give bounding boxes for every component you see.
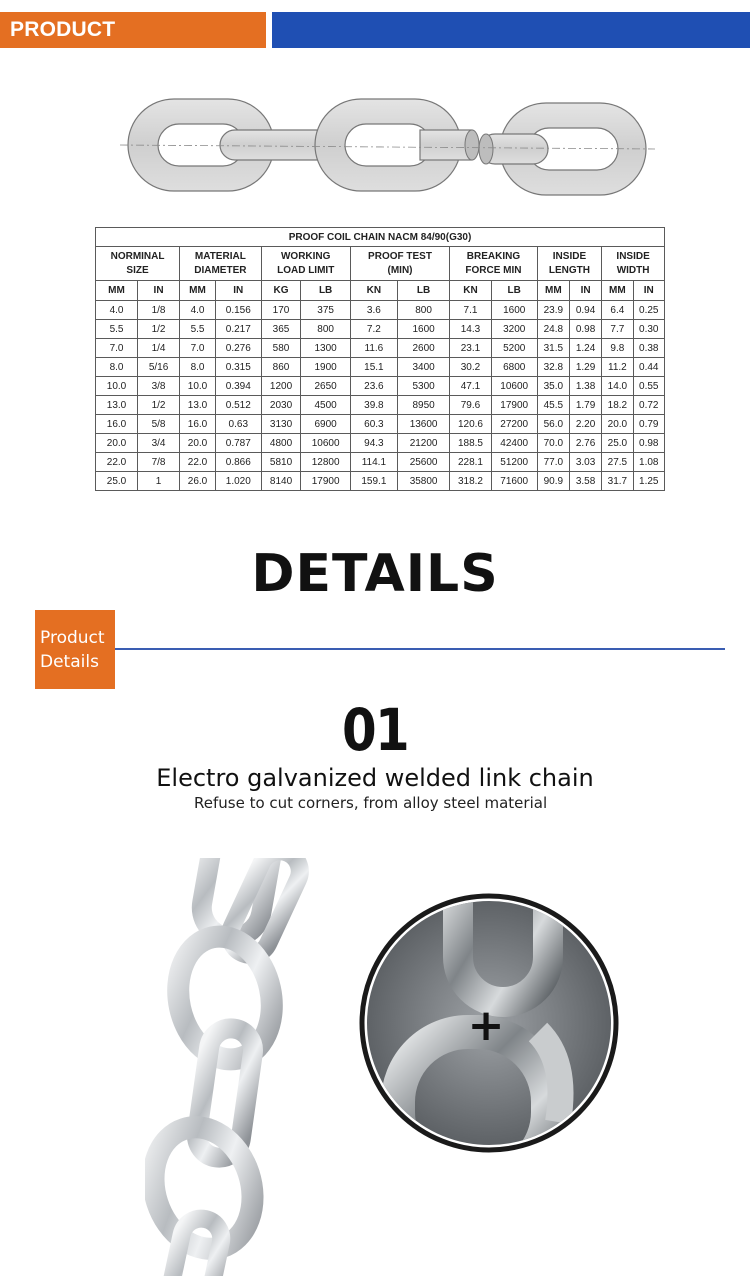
table-row: [96, 358, 665, 377]
table-unit-header: IN: [633, 281, 664, 301]
table-cell: 7.1: [450, 301, 492, 320]
table-cell: 8.0: [180, 358, 216, 377]
table-cell: 5300: [397, 377, 449, 396]
table-cell: 3.6: [350, 301, 397, 320]
table-group-header-line2: WIDTH: [616, 264, 650, 276]
table-unit-header: KN: [350, 281, 397, 301]
table-cell: 22.0: [96, 453, 138, 472]
table-title: PROOF COIL CHAIN NACM 84/90(G30): [96, 228, 665, 247]
table-cell: 25.0: [96, 472, 138, 491]
table-row: [96, 320, 665, 339]
table-cell: 0.217: [215, 320, 261, 339]
table-cell: 23.1: [450, 339, 492, 358]
table-group-header: [96, 247, 180, 281]
table-unit-header: KG: [261, 281, 301, 301]
table-cell: 4500: [301, 396, 350, 415]
table-cell: 5810: [261, 453, 301, 472]
table-cell: 21200: [397, 434, 449, 453]
table-cell: 20.0: [602, 415, 633, 434]
product-details-tag: [35, 610, 115, 689]
table-cell: 365: [261, 320, 301, 339]
table-cell: 27200: [491, 415, 537, 434]
table-cell: 14.0: [602, 377, 633, 396]
table-unit-header: LB: [491, 281, 537, 301]
table-cell: 1/4: [138, 339, 180, 358]
table-cell: 15.1: [350, 358, 397, 377]
table-group-header-line1: NORMINAL: [110, 250, 165, 262]
table-cell: 56.0: [537, 415, 569, 434]
spec-banner: [0, 12, 750, 77]
table-cell: 3/8: [138, 377, 180, 396]
table-cell: 120.6: [450, 415, 492, 434]
table-cell: 1600: [397, 320, 449, 339]
table-cell: 20.0: [180, 434, 216, 453]
table-cell: 159.1: [350, 472, 397, 491]
table-cell: 10600: [301, 434, 350, 453]
weld-zoom-photo: [358, 892, 620, 1154]
table-unit-header: MM: [602, 281, 633, 301]
table-cell: 7.7: [602, 320, 633, 339]
table-group-header-line1: WORKING: [280, 250, 331, 262]
table-cell: 1/8: [138, 301, 180, 320]
table-cell: 0.72: [633, 396, 664, 415]
table-cell: 2.20: [569, 415, 601, 434]
table-cell: 4.0: [96, 301, 138, 320]
table-cell: 0.44: [633, 358, 664, 377]
spec-title: PRODUCT SPECIFICATION: [0, 12, 266, 48]
table-cell: 16.0: [180, 415, 216, 434]
table-cell: 860: [261, 358, 301, 377]
table-cell: 0.38: [633, 339, 664, 358]
table-cell: 90.9: [537, 472, 569, 491]
spec-banner-bar: [272, 12, 750, 48]
table-cell: 31.5: [537, 339, 569, 358]
table-cell: 6.4: [602, 301, 633, 320]
table-cell: 170: [261, 301, 301, 320]
table-cell: 13600: [397, 415, 449, 434]
table-cell: 0.512: [215, 396, 261, 415]
table-group-header-line2: DIAMETER: [194, 264, 247, 276]
table-group-header: [261, 247, 350, 281]
table-cell: 10.0: [180, 377, 216, 396]
table-cell: 9.8: [602, 339, 633, 358]
table-cell: 114.1: [350, 453, 397, 472]
table-unit-header: MM: [180, 281, 216, 301]
table-cell: 24.8: [537, 320, 569, 339]
table-cell: 1.24: [569, 339, 601, 358]
table-cell: 10.0: [96, 377, 138, 396]
table-cell: 4800: [261, 434, 301, 453]
table-cell: 0.79: [633, 415, 664, 434]
table-unit-header: IN: [138, 281, 180, 301]
product-details-tag-line2: Details: [40, 652, 99, 672]
table-cell: 25.0: [602, 434, 633, 453]
table-cell: 0.63: [215, 415, 261, 434]
table-cell: 42400: [491, 434, 537, 453]
table-cell: 23.6: [350, 377, 397, 396]
table-cell: 1600: [491, 301, 537, 320]
table-cell: 3130: [261, 415, 301, 434]
table-unit-header: LB: [301, 281, 350, 301]
table-cell: 47.1: [450, 377, 492, 396]
feature-subtitle: Refuse to cut corners, from alloy steel material: [194, 794, 548, 812]
table-cell: 51200: [491, 453, 537, 472]
table-cell: 45.5: [537, 396, 569, 415]
table-cell: 14.3: [450, 320, 492, 339]
table-cell: 800: [301, 320, 350, 339]
product-details-tag-line1: Product: [40, 628, 105, 648]
table-group-header: [180, 247, 262, 281]
table-cell: 1.25: [633, 472, 664, 491]
table-cell: 31.7: [602, 472, 633, 491]
table-cell: 228.1: [450, 453, 492, 472]
table-cell: 13.0: [96, 396, 138, 415]
zoom-plus-icon: +: [467, 1000, 505, 1051]
table-cell: 30.2: [450, 358, 492, 377]
table-cell: 2650: [301, 377, 350, 396]
table-cell: 32.8: [537, 358, 569, 377]
table-cell: 375: [301, 301, 350, 320]
table-cell: 0.55: [633, 377, 664, 396]
table-cell: 0.787: [215, 434, 261, 453]
table-cell: 0.94: [569, 301, 601, 320]
table-cell: 0.315: [215, 358, 261, 377]
table-cell: 580: [261, 339, 301, 358]
table-cell: 1.79: [569, 396, 601, 415]
table-cell: 5.5: [96, 320, 138, 339]
feature-title: Electro galvanized welded link chain: [156, 764, 594, 792]
table-cell: 1/2: [138, 320, 180, 339]
table-group-header: [602, 247, 665, 281]
spec-table: [95, 227, 665, 491]
table-cell: 35800: [397, 472, 449, 491]
table-cell: 3/4: [138, 434, 180, 453]
table-cell: 8.0: [96, 358, 138, 377]
table-unit-header: KN: [450, 281, 492, 301]
table-cell: 8950: [397, 396, 449, 415]
table-row: [96, 472, 665, 491]
table-cell: 10600: [491, 377, 537, 396]
table-cell: 60.3: [350, 415, 397, 434]
table-cell: 0.30: [633, 320, 664, 339]
table-cell: 17900: [301, 472, 350, 491]
table-group-header-line1: BREAKING: [466, 250, 521, 262]
table-cell: 35.0: [537, 377, 569, 396]
table-cell: 2030: [261, 396, 301, 415]
table-cell: 6900: [301, 415, 350, 434]
table-row: [96, 396, 665, 415]
table-row: [96, 339, 665, 358]
table-group-header-line2: SIZE: [126, 264, 149, 276]
table-cell: 7/8: [138, 453, 180, 472]
table-cell: 318.2: [450, 472, 492, 491]
table-cell: 3.58: [569, 472, 601, 491]
table-cell: 5/16: [138, 358, 180, 377]
table-row: [96, 453, 665, 472]
table-cell: 0.156: [215, 301, 261, 320]
table-row: [96, 301, 665, 320]
table-cell: 188.5: [450, 434, 492, 453]
divider-line: [115, 648, 725, 650]
table-cell: 8140: [261, 472, 301, 491]
table-cell: 4.0: [180, 301, 216, 320]
table-group-header: [537, 247, 602, 281]
table-cell: 71600: [491, 472, 537, 491]
table-cell: 12800: [301, 453, 350, 472]
table-group-header-line1: MATERIAL: [194, 250, 246, 262]
feature-number: 01: [342, 696, 408, 764]
table-cell: 22.0: [180, 453, 216, 472]
table-cell: 2.76: [569, 434, 601, 453]
table-cell: 5200: [491, 339, 537, 358]
details-heading: DETAILS: [251, 544, 499, 604]
table-cell: 0.276: [215, 339, 261, 358]
table-cell: 0.98: [569, 320, 601, 339]
table-cell: 26.0: [180, 472, 216, 491]
table-cell: 11.2: [602, 358, 633, 377]
table-unit-header: LB: [397, 281, 449, 301]
table-cell: 1: [138, 472, 180, 491]
table-cell: 16.0: [96, 415, 138, 434]
table-cell: 1.08: [633, 453, 664, 472]
table-cell: 1200: [261, 377, 301, 396]
table-group-header-line2: LENGTH: [548, 264, 590, 276]
table-cell: 70.0: [537, 434, 569, 453]
table-unit-header: IN: [215, 281, 261, 301]
table-cell: 3.03: [569, 453, 601, 472]
table-row: [96, 434, 665, 453]
table-group-header-line2: (MIN): [387, 264, 413, 276]
table-cell: 5/8: [138, 415, 180, 434]
table-cell: 0.394: [215, 377, 261, 396]
table-cell: 27.5: [602, 453, 633, 472]
table-cell: 20.0: [96, 434, 138, 453]
table-group-header-line1: INSIDE: [616, 250, 650, 262]
table-cell: 1.020: [215, 472, 261, 491]
table-cell: 7.2: [350, 320, 397, 339]
table-cell: 0.25: [633, 301, 664, 320]
table-cell: 17900: [491, 396, 537, 415]
table-cell: 6800: [491, 358, 537, 377]
table-unit-header: IN: [569, 281, 601, 301]
table-group-header: [350, 247, 449, 281]
table-row: [96, 415, 665, 434]
table-cell: 7.0: [180, 339, 216, 358]
table-cell: 23.9: [537, 301, 569, 320]
table-cell: 1.38: [569, 377, 601, 396]
table-group-header-line1: INSIDE: [552, 250, 587, 262]
table-group-header: [450, 247, 537, 281]
table-group-header-line1: PROOF TEST: [368, 250, 432, 262]
table-cell: 2600: [397, 339, 449, 358]
table-cell: 1900: [301, 358, 350, 377]
table-cell: 3200: [491, 320, 537, 339]
table-cell: 7.0: [96, 339, 138, 358]
table-cell: 3400: [397, 358, 449, 377]
table-group-header-line2: FORCE MIN: [465, 264, 522, 276]
table-unit-header: MM: [537, 281, 569, 301]
table-unit-header: MM: [96, 281, 138, 301]
table-cell: 800: [397, 301, 449, 320]
chain-link-diagram: [100, 85, 660, 225]
table-row: [96, 377, 665, 396]
table-cell: 94.3: [350, 434, 397, 453]
table-cell: 77.0: [537, 453, 569, 472]
table-cell: 18.2: [602, 396, 633, 415]
table-group-header-line2: LOAD LIMIT: [277, 264, 335, 276]
chain-photo: [145, 858, 345, 1276]
table-cell: 0.98: [633, 434, 664, 453]
table-cell: 1/2: [138, 396, 180, 415]
table-cell: 1300: [301, 339, 350, 358]
table-cell: 39.8: [350, 396, 397, 415]
table-cell: 0.866: [215, 453, 261, 472]
table-cell: 1.29: [569, 358, 601, 377]
table-cell: 13.0: [180, 396, 216, 415]
table-cell: 79.6: [450, 396, 492, 415]
table-cell: 25600: [397, 453, 449, 472]
table-cell: 5.5: [180, 320, 216, 339]
table-cell: 11.6: [350, 339, 397, 358]
